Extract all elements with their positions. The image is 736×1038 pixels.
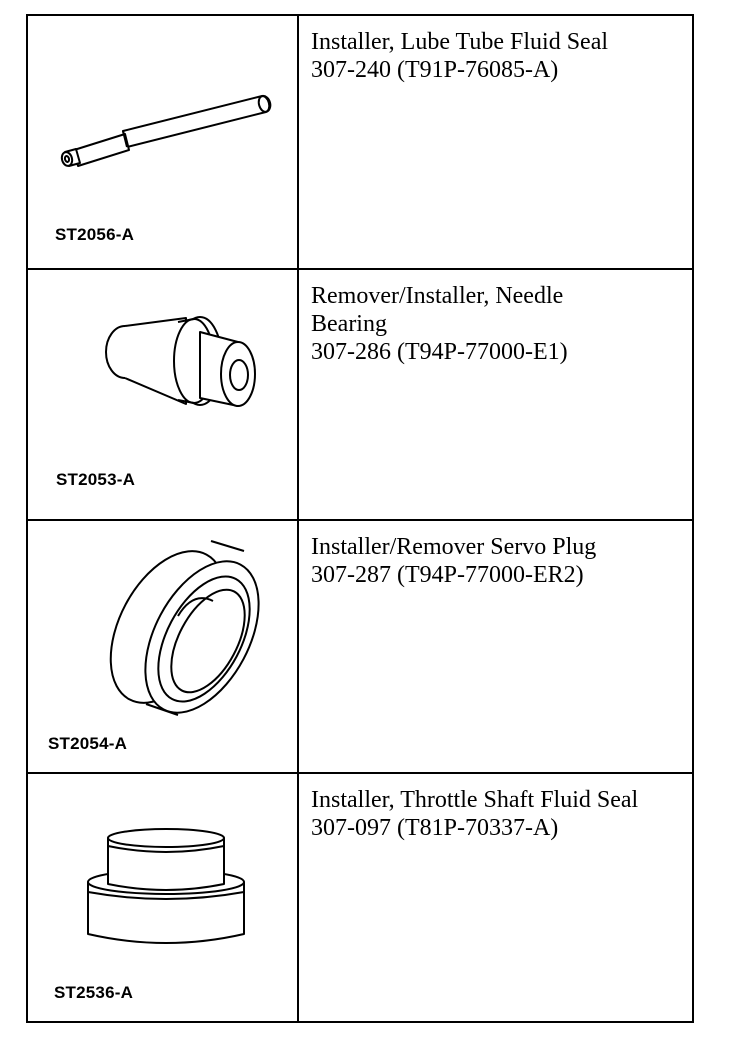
tool-name-line2: Bearing <box>311 311 387 337</box>
tool-illustration-cell <box>28 16 299 268</box>
tool-name-line1: Remover/Installer, Needle <box>311 283 564 309</box>
tool-name: Installer/Remover Servo Plug <box>311 534 597 560</box>
tool-name: Installer, Throttle Shaft Fluid Seal <box>311 787 639 813</box>
tool-illustration-cell <box>28 270 299 519</box>
tool-description-cell <box>299 774 692 1021</box>
tool-description-cell <box>299 16 692 268</box>
tool-row <box>28 16 692 270</box>
tool-row <box>28 270 692 521</box>
tool-part-number: 307-097 (T81P-70337-A) <box>311 815 559 841</box>
tool-row <box>28 521 692 774</box>
tool-part-number: 307-286 (T94P-77000-E1) <box>311 339 568 365</box>
figure-code: ST2054-A <box>48 734 128 753</box>
tool-illustration-cell <box>28 774 299 1021</box>
tool-illustration-cell <box>28 521 299 772</box>
figure-code: ST2056-A <box>55 225 135 244</box>
tool-row <box>28 774 692 1021</box>
tool-part-number: 307-240 (T91P-76085-A) <box>311 57 559 83</box>
tool-part-number: 307-287 (T94P-77000-ER2) <box>311 562 584 588</box>
special-tools-table <box>26 14 694 1023</box>
tool-description-cell <box>299 521 692 772</box>
figure-code: ST2053-A <box>56 470 136 489</box>
figure-code: ST2536-A <box>54 983 134 1002</box>
tool-description-cell <box>299 270 692 519</box>
tool-name: Installer, Lube Tube Fluid Seal <box>311 29 609 55</box>
